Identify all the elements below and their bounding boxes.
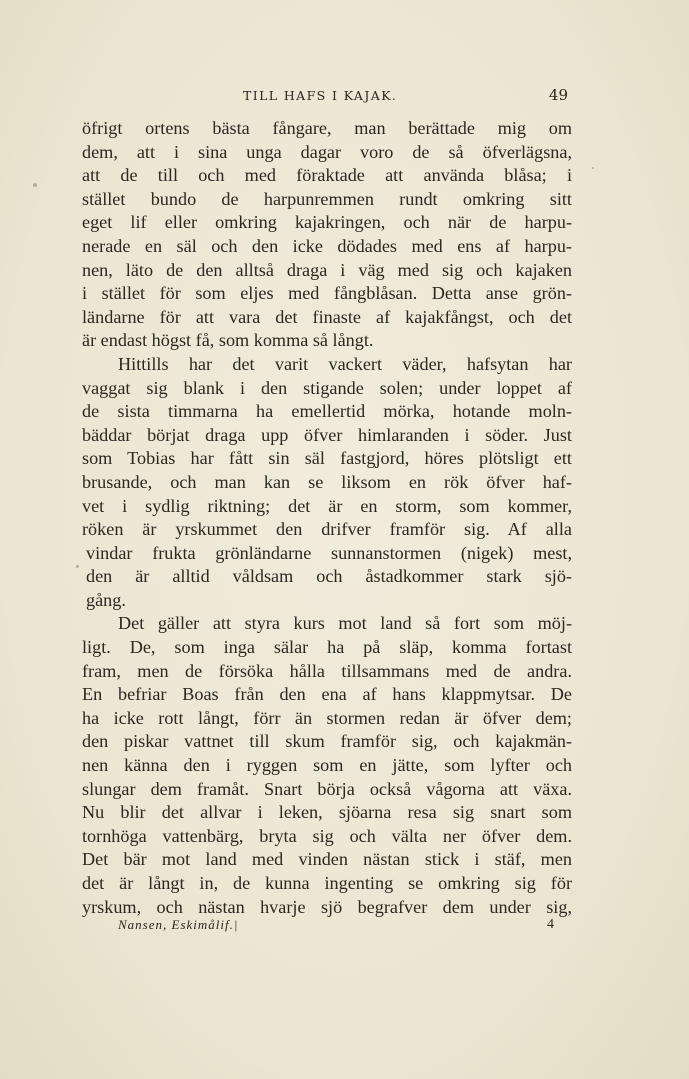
text-line: Det bär mot land med vinden nästan stick i stäf, men — [82, 849, 572, 870]
text-line: bäddar börjat draga upp öfver himlaranden i söder. Just — [82, 424, 572, 445]
text-line: är endast högst få, som komma så långt. — [82, 330, 374, 351]
text-line: yrskum, och nästan hvarje sjö begrafver dem under sig, — [82, 896, 572, 917]
text-line: i stället för som eljes med fångblåsan. Detta anse grön- — [82, 283, 572, 304]
text-line: gång. — [86, 589, 126, 610]
text-line: slungar dem framåt. Snart börja också vågorna att växa. — [82, 778, 572, 799]
text-line: ligt. De, som inga sälar ha på släp, komma fortast — [82, 637, 572, 658]
text-line: vindar frukta grönländarne sunnanstormen (nigek) mest, — [86, 542, 572, 563]
text-line: det är långt in, de kunna ingenting se omkring sig för — [82, 873, 572, 893]
text-line: vaggat sig blank i den stigande solen; under loppet af — [82, 377, 572, 398]
text-line: den är alltid våldsam och åstadkommer stark sjö- — [86, 566, 572, 587]
text-line: En befriar Boas från den ena af hans klappmytsar. De — [82, 684, 572, 705]
text-line: de sista timmarna ha emellertid mörka, hotande moln- — [82, 401, 572, 422]
text-line: vet i sydlig riktning; det är en storm, som kommer, — [82, 495, 572, 516]
text-line: Hittills har det varit vackert väder, hafsytan har — [118, 353, 572, 374]
text-line: stället bundo de harpunremmen rundt omkring sitt — [82, 188, 572, 209]
page-footer — [118, 917, 554, 937]
running-title: TILL HAFS I KAJAK. — [243, 88, 398, 103]
page-number: 49 — [548, 86, 568, 104]
sheet-number: 4 — [547, 917, 554, 932]
text-line: röken är yrskummet den drifver framför sig. Af alla — [82, 519, 572, 540]
text-line: ländarne för att vara det finaste af kajakfångst, och det — [82, 306, 572, 327]
text-line: ha icke rott långt, förr än stormen redan är öfver dem; — [82, 707, 572, 728]
text-line: den piskar vattnet till skum framför sig, och kajakmän- — [82, 731, 572, 752]
text-line: att de till och med föraktade att använda blåsa; i — [82, 165, 572, 186]
printer-signature: Nansen, Eskimålif.| — [118, 917, 239, 932]
text-line: tornhöga vattenbärg, bryta sig och välta ner öfver dem. — [82, 825, 572, 846]
paper-speck — [33, 183, 37, 187]
text-line: nerade en säl och den icke dödades med ens af harpu- — [82, 235, 572, 256]
text-line: öfrigt ortens bästa fångare, man berättade mig om — [82, 118, 572, 138]
text-line: Det gäller att styra kurs mot land så fort som möj- — [118, 613, 572, 634]
page-header — [82, 86, 572, 106]
text-line: dem, att i sina unga dagar voro de så öfverlägsna, — [82, 141, 572, 162]
text-line: Nu blir det allvar i leken, sjöarna resa sig snart som — [82, 802, 572, 823]
body-text — [82, 117, 572, 919]
paper-speck — [592, 167, 594, 169]
text-line: som Tobias har fått sin säl fastgjord, höres plötsligt ett — [82, 448, 572, 469]
text-line: nen, läto de den alltså draga i väg med sig och kajaken — [82, 259, 572, 280]
paper-speck — [76, 565, 79, 568]
text-line: fram, men de försöka hålla tillsammans med de andra. — [82, 660, 572, 681]
text-line: eget lif eller omkring kajakringen, och när de harpu- — [82, 212, 572, 233]
text-line: nen känna den i ryggen som en jätte, som lyfter och — [82, 755, 572, 776]
text-line: brusande, och man kan se liksom en rök öfver haf- — [82, 471, 572, 492]
